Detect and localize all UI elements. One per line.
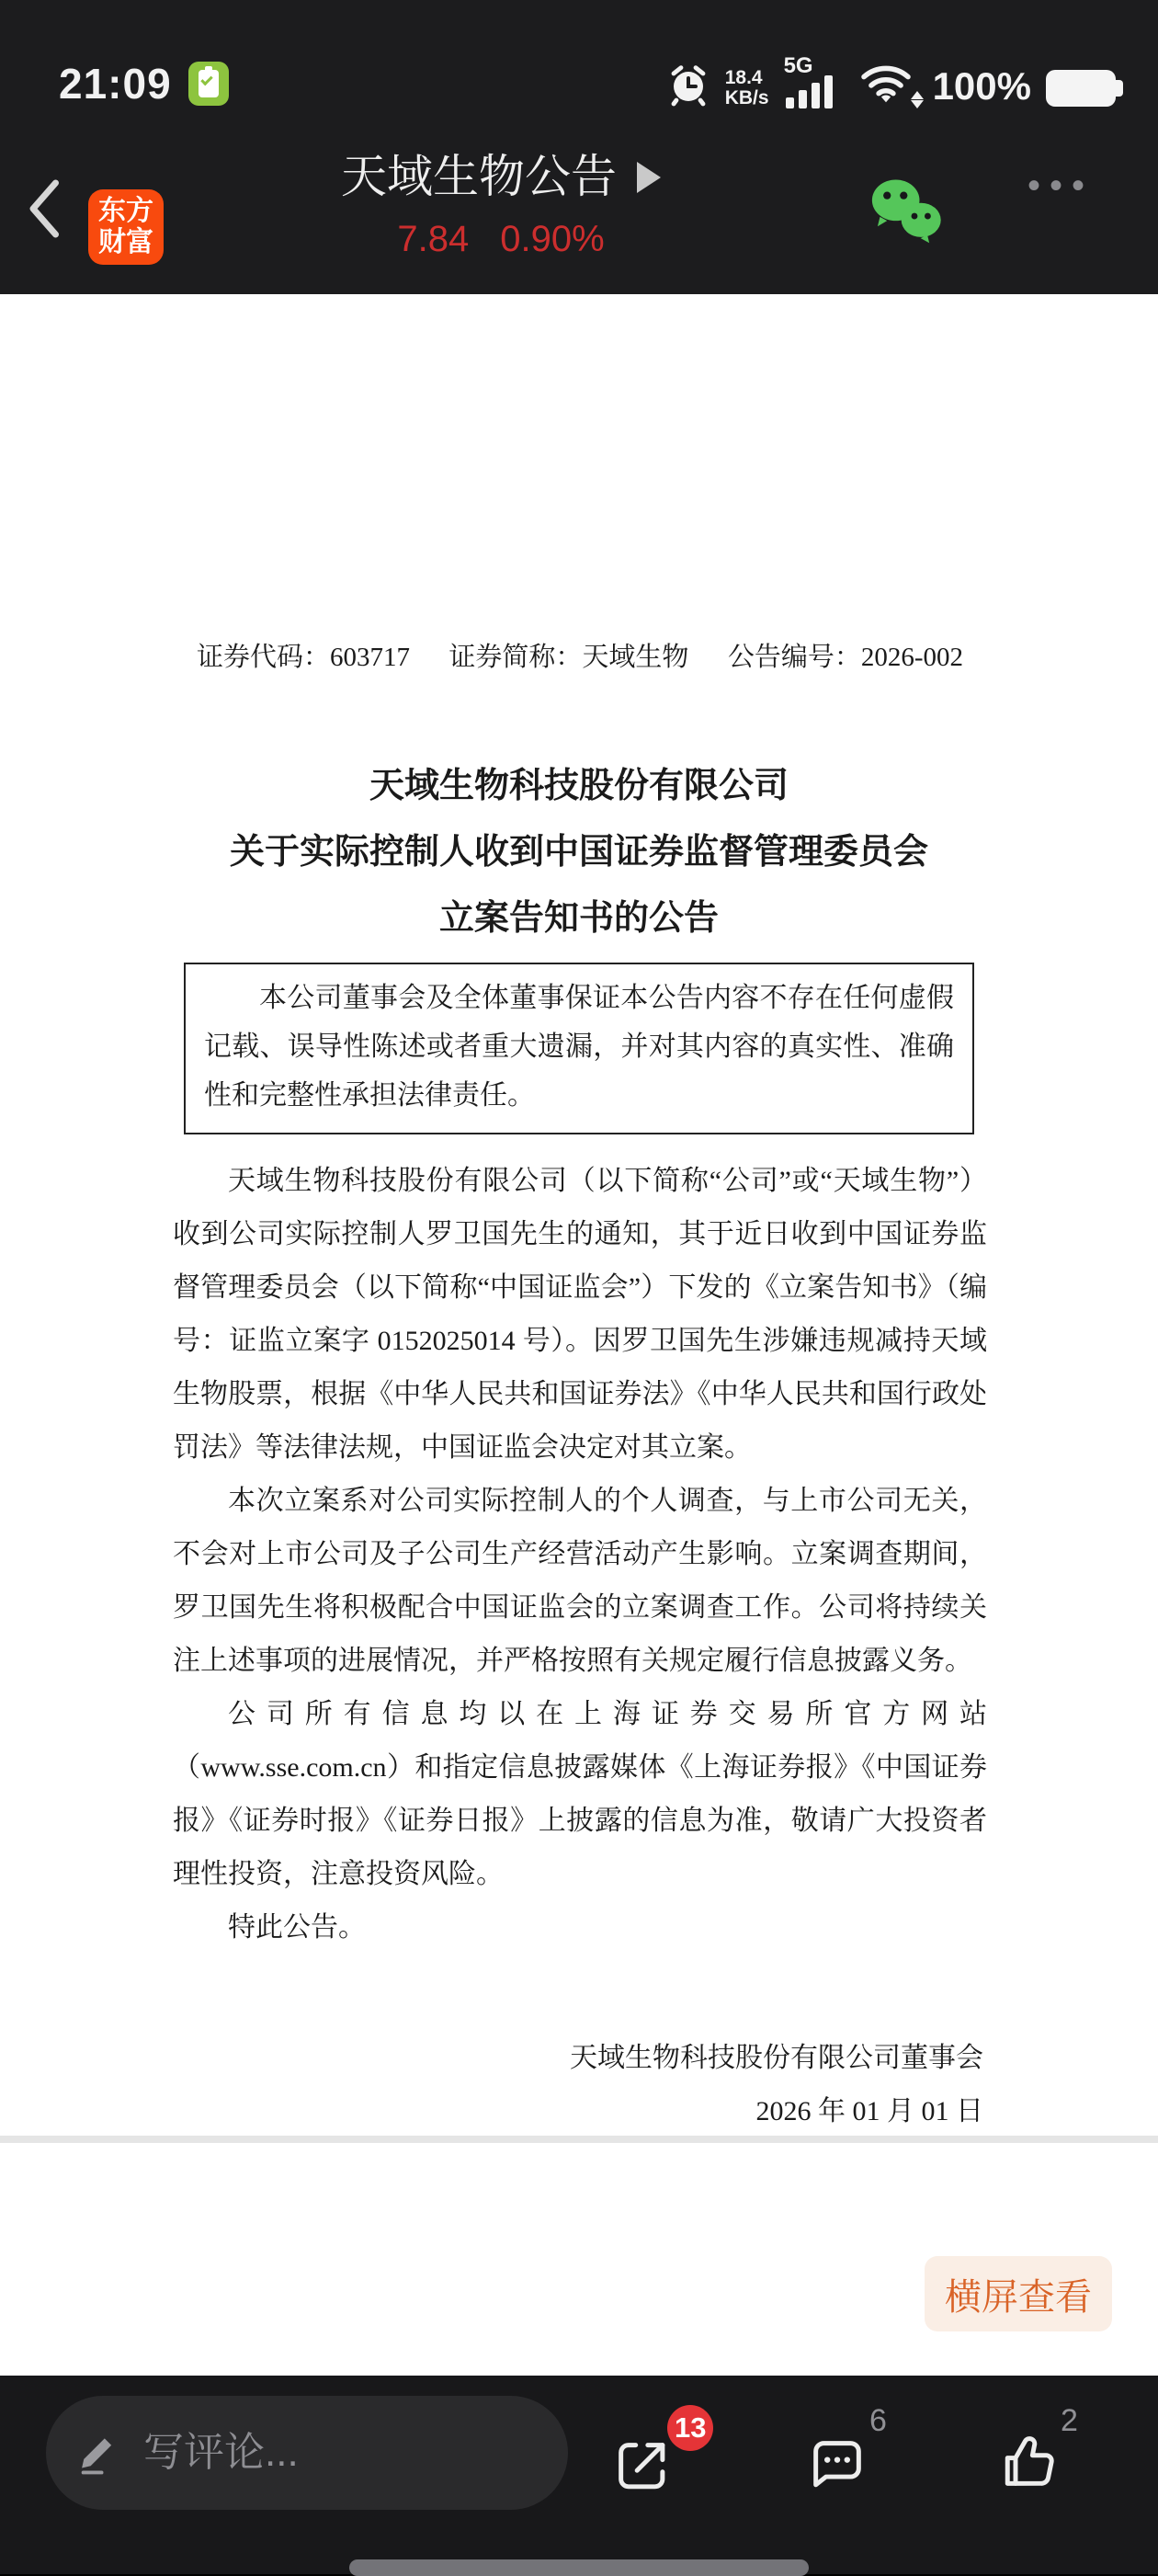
status-right [666,53,1116,108]
alarm-clock-icon [666,61,710,108]
wifi-icon [859,61,918,108]
status-left [59,59,229,108]
status-bar [0,0,1158,120]
announcement-document [0,294,1158,2136]
stock-price: 7.84 [397,219,470,259]
comments-button[interactable] [805,2403,915,2526]
page-divider [0,2136,1158,2143]
network-type-label: 5G [783,53,813,78]
thumbs-up-icon [996,2429,1061,2495]
home-indicator[interactable] [349,2559,809,2576]
announcement-number: 公告编号：2026-002 [727,643,963,672]
doc-paragraph: 公司所有信息均以在上海证券交易所官方网站（www.sse.com.cn）和指定信息披露媒体《上海证券报》《中国证券报》《证券时报》《证券日报》上披露的信息为准，敬请广大投资者理性投资，注意投资风险。 [173,1699,987,1889]
doc-title [0,753,1158,952]
comment-bubble-icon [805,2429,869,2495]
doc-signature: 天域生物科技股份有限公司董事会 [570,2043,983,2073]
doc-title-line: 天域生物科技股份有限公司 [369,767,789,805]
doc-title-line: 立案告知书的公告 [438,899,719,938]
comment-count: 6 [869,2403,887,2438]
stock-change-percent: 0.90% [500,219,605,259]
pencil-icon [74,2429,121,2477]
doc-paragraph: 本次立案系对公司实际控制人的个人调查，与上市公司无关，不会对上市公司及子公司生产经营活动产生影响。立案调查期间，罗卫国先生将积极配合中国证监会的立案调查工作。公司将持续关注上述事项的进展情况，并严格按照有关规定履行信息披露义务。 [173,1486,987,1676]
doc-title-line: 关于实际控制人收到中国证券监督管理委员会 [229,833,928,872]
security-code: 证券代码：603717 [197,643,411,672]
like-button[interactable] [996,2403,1107,2526]
share-button[interactable] [610,2411,721,2526]
doc-body [0,1155,1158,1955]
cellular-signal-icon [783,53,845,108]
logo-text-line2: 财富 [98,227,153,257]
doc-signature-block [0,2032,1158,2138]
more-menu-icon[interactable]: ••• [1027,165,1094,206]
doc-paragraph: 特此公告。 [228,1912,366,1943]
logo-text-line1: 东方 [98,196,153,226]
doc-paragraph: 天域生物科技股份有限公司（以下简称“公司”或“天域生物”）收到公司实际控制人罗卫国先生的通知，其于近日收到中国证券监督管理委员会（以下简称“中国证监会”）下发的《立案告知书》（编号：证监立案字 0152025014 号）。因罗卫国先生涉嫌违规减持天域生物股票，根据《中华人民共和国证券法》《中华人民共和国行政处罚法》等法律法规，中国证监会决定对其立案。 [173,1166,987,1463]
share-badge: 13 [667,2405,713,2451]
battery-icon [1046,70,1116,107]
back-icon[interactable] [26,177,66,241]
landscape-view-button[interactable]: 横屏查看 [925,2256,1112,2331]
wechat-share-icon[interactable] [866,173,945,248]
page-title: 天域生物公告 [341,151,617,202]
like-count: 2 [1061,2403,1078,2438]
liability-notice-box: 本公司董事会及全体董事保证本公告内容不存在任何虚假记载、误导性陈述或者重大遗漏，并对其内容的真实性、准确性和完整性承担法律责任。 [184,963,974,1134]
nav-bar [0,120,1158,294]
eastmoney-logo[interactable] [88,189,164,265]
network-speed [725,68,769,108]
comment-pill[interactable] [46,2396,568,2510]
comment-input[interactable] [143,2430,672,2476]
nav-title-block[interactable] [165,140,836,260]
doc-date: 2026 年 01 月 01 日 [755,2096,983,2126]
network-speed-value: 18.4 [724,67,763,88]
doc-header-row [0,294,1158,674]
battery-percent: 100% [932,64,1031,108]
play-triangle-icon[interactable] [637,162,661,193]
bottom-bar [0,2376,1158,2574]
stock-quote[interactable] [165,219,836,260]
network-speed-unit: KB/s [724,87,769,108]
reader-footer-area [0,2143,1158,2376]
security-short-name: 证券简称：天域生物 [448,643,689,672]
share-icon [610,2429,675,2499]
clock-time: 21:09 [59,60,172,108]
battery-saver-icon [188,62,229,106]
